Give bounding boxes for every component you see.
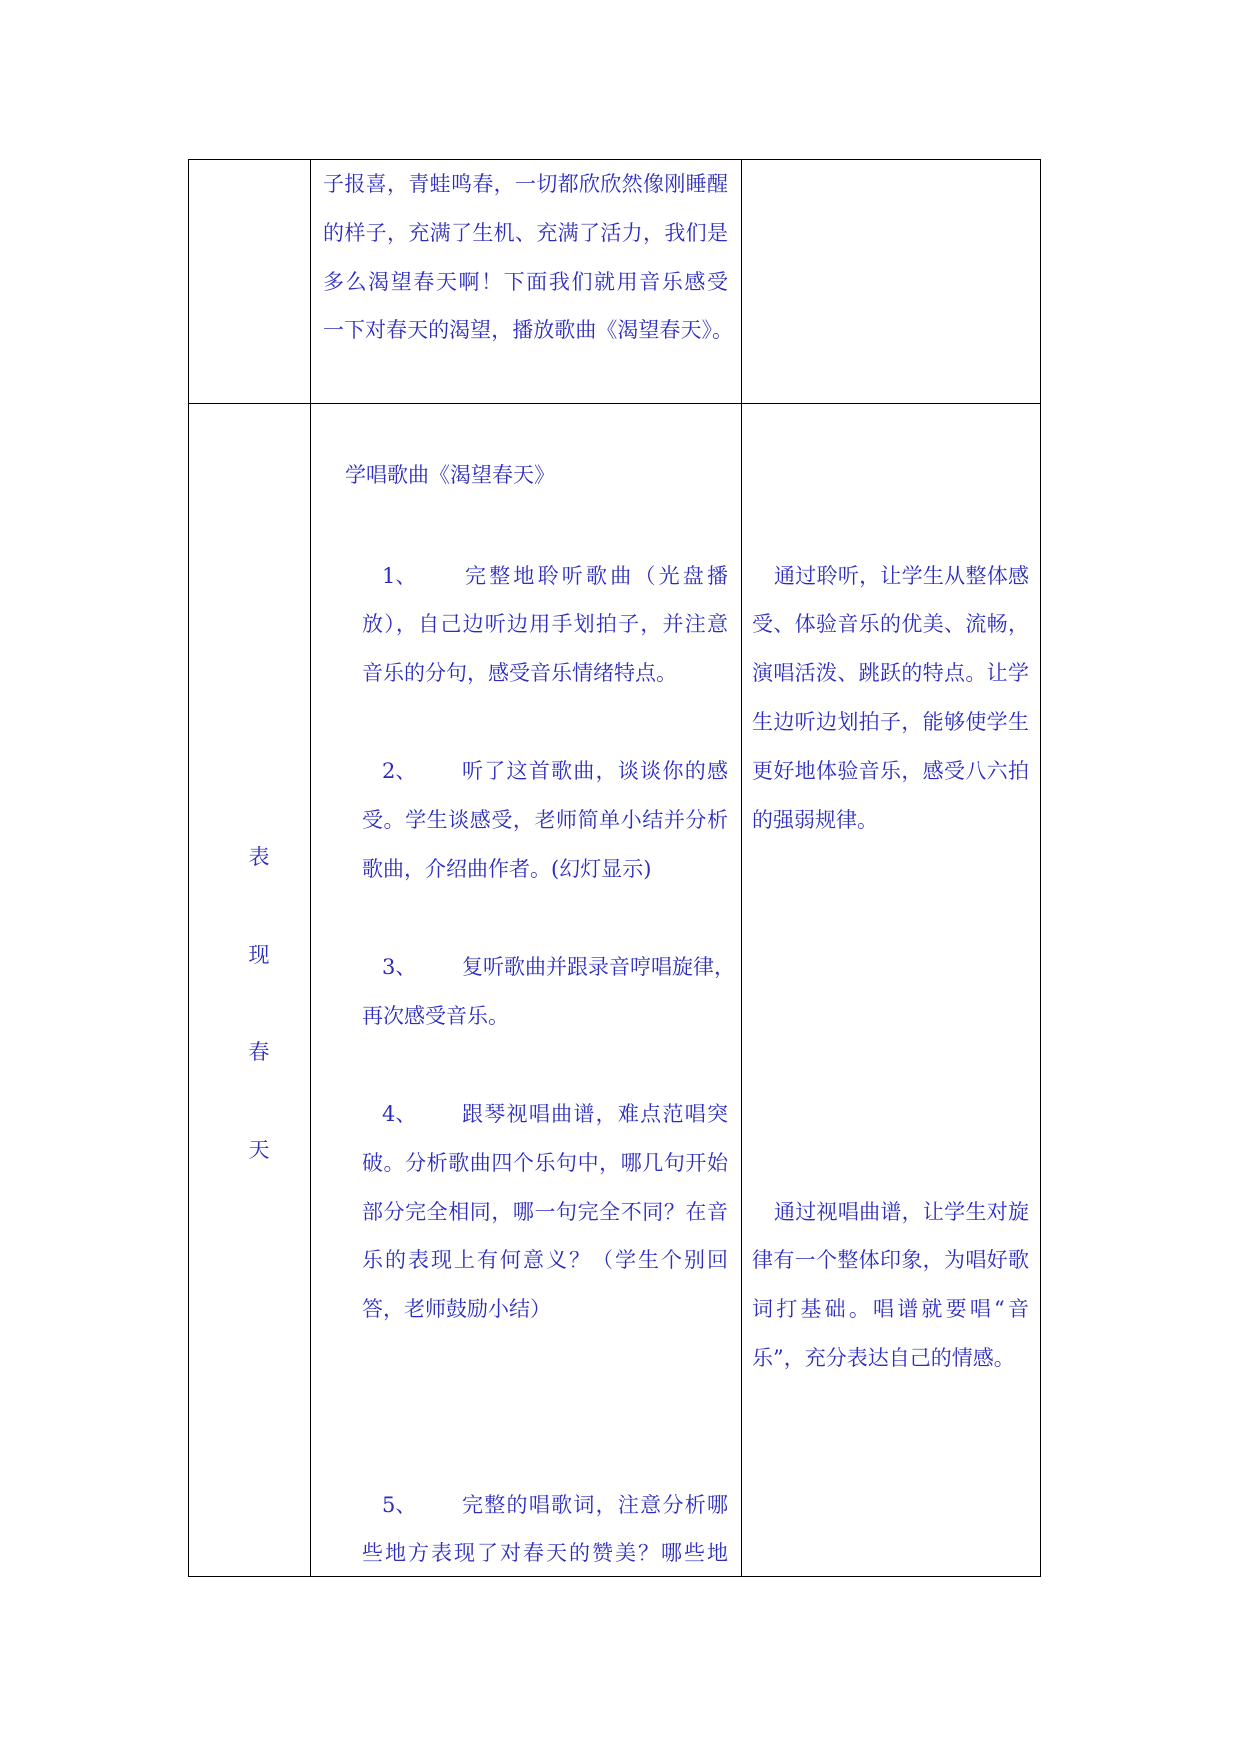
table-column-divider-2	[741, 159, 742, 1577]
note-line: 乐”，充分表达自己的情感。	[752, 1346, 1015, 1370]
section-title-char: 春	[248, 1040, 270, 1064]
step-line: 音乐的分句，感受音乐情绪特点。	[362, 661, 677, 685]
note-line: 的强弱规律。	[752, 808, 878, 832]
step-line: 完整的唱歌词，注意分析哪	[462, 1493, 728, 1517]
step-line: 复听歌曲并跟录音哼唱旋律，	[462, 955, 735, 979]
note-line: 词打基础。唱谱就要唱“音	[752, 1297, 1029, 1321]
note-line: 生边听边划拍子，能够使学生	[752, 710, 1029, 734]
step-number: 3、	[382, 955, 417, 979]
table-border-left	[188, 159, 189, 1577]
step-line: 听了这首歌曲，谈谈你的感	[462, 759, 728, 783]
section-title-char: 表	[248, 845, 270, 869]
step-line: 受。学生谈感受，老师简单小结并分析	[362, 808, 728, 832]
section-title-char: 现	[248, 943, 270, 967]
step-line: 部分完全相同，哪一句完全不同？在音	[362, 1200, 728, 1224]
note-line: 通过聆听，让学生从整体感	[774, 564, 1029, 588]
section-title-char: 天	[248, 1138, 270, 1162]
intro-line: 一下对春天的渴望，播放歌曲《渴望春天》。	[323, 318, 733, 342]
step-line: 完整地聆听歌曲（光盘播	[465, 564, 728, 588]
note-line: 更好地体验音乐，感受八六拍	[752, 759, 1029, 783]
step-line: 再次感受音乐。	[362, 1004, 509, 1028]
table-row-divider	[188, 403, 1041, 404]
table-column-divider-1	[310, 159, 311, 1577]
step-line: 放），自己边听边用手划拍子，并注意	[362, 612, 728, 636]
section-heading: 学唱歌曲《渴望春天》	[345, 463, 555, 487]
step-line: 乐的表现上有何意义？（学生个别回	[362, 1248, 728, 1272]
step-line: 歌曲，介绍曲作者。(幻灯显示)	[362, 857, 652, 881]
step-number: 2、	[382, 759, 417, 783]
step-line: 答，老师鼓励小结）	[362, 1297, 551, 1321]
step-line: 跟琴视唱曲谱，难点范唱突	[462, 1102, 728, 1126]
table-border-right	[1040, 159, 1041, 1577]
intro-line: 多么渴望春天啊！下面我们就用音乐感受	[323, 270, 728, 294]
intro-line: 子报喜，青蛙鸣春，一切都欣欣然像刚睡醒	[323, 172, 728, 196]
note-line: 通过视唱曲谱，让学生对旋	[774, 1200, 1029, 1224]
step-line: 些地方表现了对春天的赞美？哪些地	[362, 1541, 728, 1565]
step-line: 破。分析歌曲四个乐句中，哪几句开始	[362, 1151, 728, 1175]
step-number: 1、	[382, 564, 417, 588]
step-number: 5、	[382, 1493, 417, 1517]
note-line: 受、体验音乐的优美、流畅，	[752, 612, 1029, 636]
step-number: 4、	[382, 1102, 417, 1126]
note-line: 演唱活泼、跳跃的特点。让学	[752, 661, 1029, 685]
intro-line: 的样子，充满了生机、充满了活力，我们是	[323, 221, 728, 245]
note-line: 律有一个整体印象，为唱好歌	[752, 1248, 1029, 1272]
